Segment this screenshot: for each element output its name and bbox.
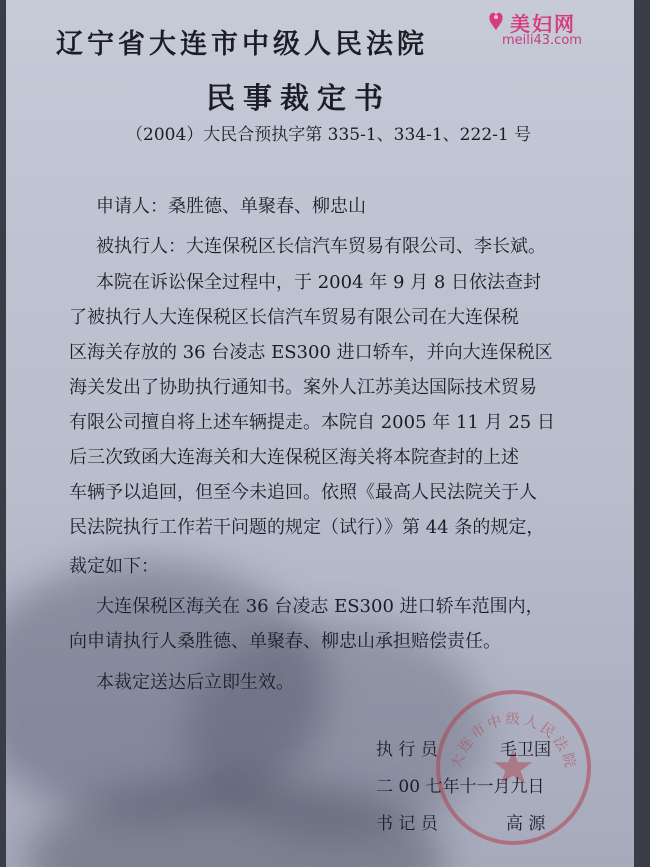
- body-line: 车辆予以追回，但至今未追回。依照《最高人民法院关于人: [69, 482, 537, 503]
- body-line: 民法院执行工作若干问题的规定（试行）》第 44 条的规定，: [69, 517, 545, 538]
- clerk-label: 书 记 员: [376, 814, 438, 834]
- ruling-date: 二 00 七年十一月九日: [376, 777, 545, 797]
- site-watermark[interactable]: [480, 6, 630, 50]
- watermark-name: 美妇网: [510, 12, 576, 36]
- body-line: 本院在诉讼保全过程中，于 2004 年 9 月 8 日依法查封: [96, 272, 542, 293]
- body-line: 区海关存放的 36 台凌志 ES300 进口轿车，并向大连保税区: [69, 342, 553, 363]
- ruling-line: 大连保税区海关在 36 台凌志 ES300 进口轿车范围内，: [96, 596, 544, 617]
- respondent-line: 被执行人：大连保税区长信汽车贸易有限公司、李长斌。: [96, 236, 546, 257]
- court-name: 辽宁省大连市中级人民法院: [56, 29, 428, 60]
- document-title: 民事裁定书: [206, 81, 392, 115]
- case-number: （2004）大民合预执字第 335-1、334-1、222-1 号: [126, 125, 532, 145]
- watermark-url: meili43.com: [502, 33, 582, 48]
- ruling-intro: 裁定如下：: [69, 556, 159, 577]
- document-page: [6, 0, 634, 867]
- heart-pin-icon: [488, 10, 504, 32]
- effective-line: 本裁定送达后立即生效。: [96, 672, 294, 693]
- clerk-name: 高 源: [506, 814, 546, 834]
- body-line: 了被执行人大连保税区长信汽车贸易有限公司在大连保税: [69, 307, 519, 328]
- applicant-line: 申请人：桑胜德、单聚春、柳忠山: [96, 196, 366, 217]
- body-line: 后三次致函大连海关和大连保税区海关将本院查封的上述: [69, 447, 519, 468]
- seal-text: 大连市中级人民法院: [448, 711, 579, 773]
- ruling-line: 向申请执行人桑胜德、单聚春、柳忠山承担赔偿责任。: [69, 631, 501, 652]
- executor-name: 毛卫国: [500, 740, 551, 760]
- body-line: 有限公司擅自将上述车辆提走。本院自 2005 年 11 月 25 日: [69, 412, 555, 433]
- body-line: 海关发出了协助执行通知书。案外人江苏美达国际技术贸易: [69, 377, 537, 398]
- executor-label: 执 行 员: [376, 740, 438, 760]
